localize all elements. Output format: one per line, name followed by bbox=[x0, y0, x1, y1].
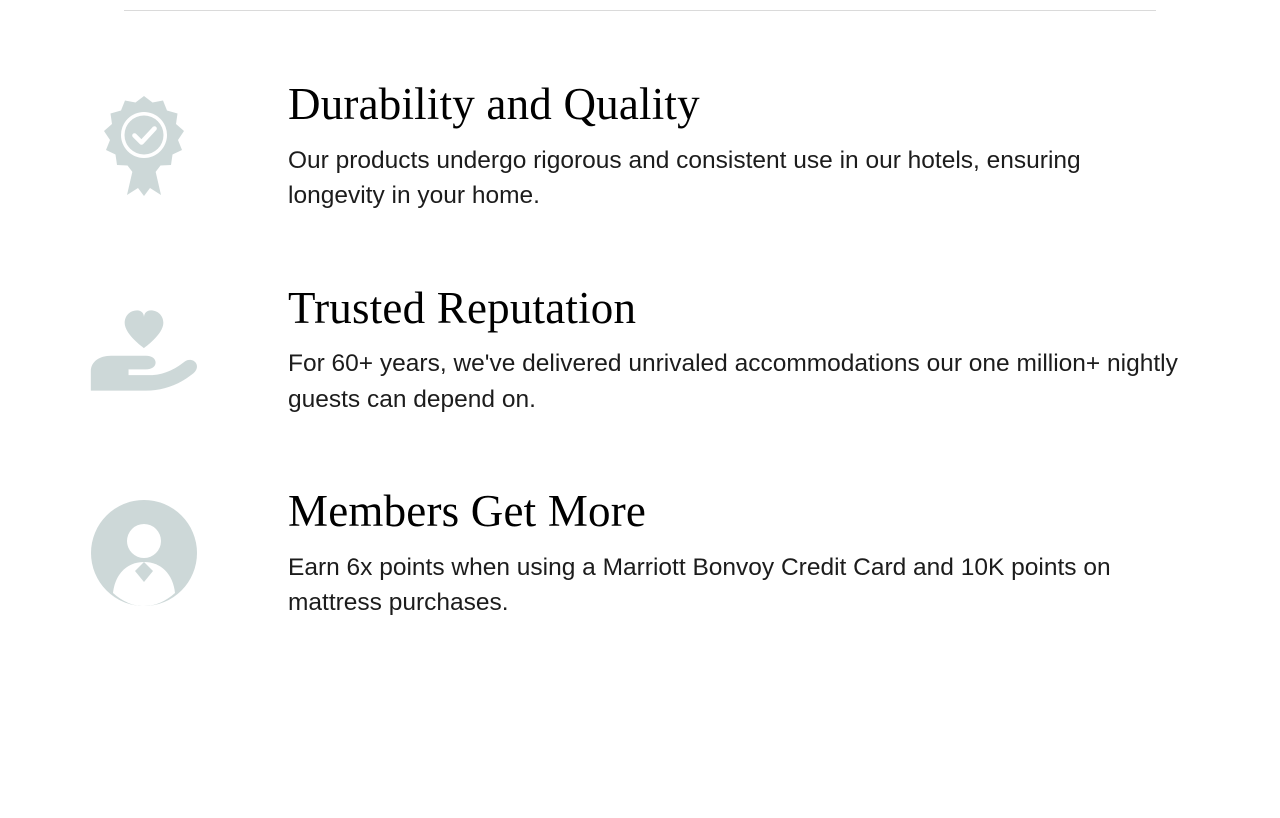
feature-description: Earn 6x points when using a Marriott Bonvoy Credit Card and 10K points on mattress purchases. bbox=[288, 553, 1111, 617]
feature-item bbox=[0, 80, 1280, 214]
feature-text-column bbox=[288, 80, 1280, 214]
feature-icon-column bbox=[0, 80, 288, 204]
feature-item bbox=[0, 487, 1280, 621]
feature-title: Members Get More bbox=[288, 486, 647, 537]
quality-badge-icon bbox=[86, 88, 202, 204]
feature-list bbox=[0, 80, 1280, 691]
feature-icon-column bbox=[0, 487, 288, 611]
feature-description: For 60+ years, we've delivered unrivaled accommodations our one million+ nightly guests can depend on. bbox=[288, 350, 1178, 413]
feature-description: Our products undergo rigorous and consistent use in our hotels, ensuring longevity in your home. bbox=[288, 146, 1081, 210]
feature-text-column bbox=[288, 284, 1280, 418]
heart-in-hand-icon bbox=[86, 292, 202, 408]
feature-title: Durability and Quality bbox=[288, 79, 700, 129]
member-person-icon bbox=[86, 495, 202, 611]
feature-item bbox=[0, 284, 1280, 418]
feature-icon-column bbox=[0, 284, 288, 408]
feature-text-column bbox=[288, 487, 1280, 621]
section-divider bbox=[124, 10, 1156, 11]
feature-title: Trusted Reputation bbox=[288, 282, 637, 333]
